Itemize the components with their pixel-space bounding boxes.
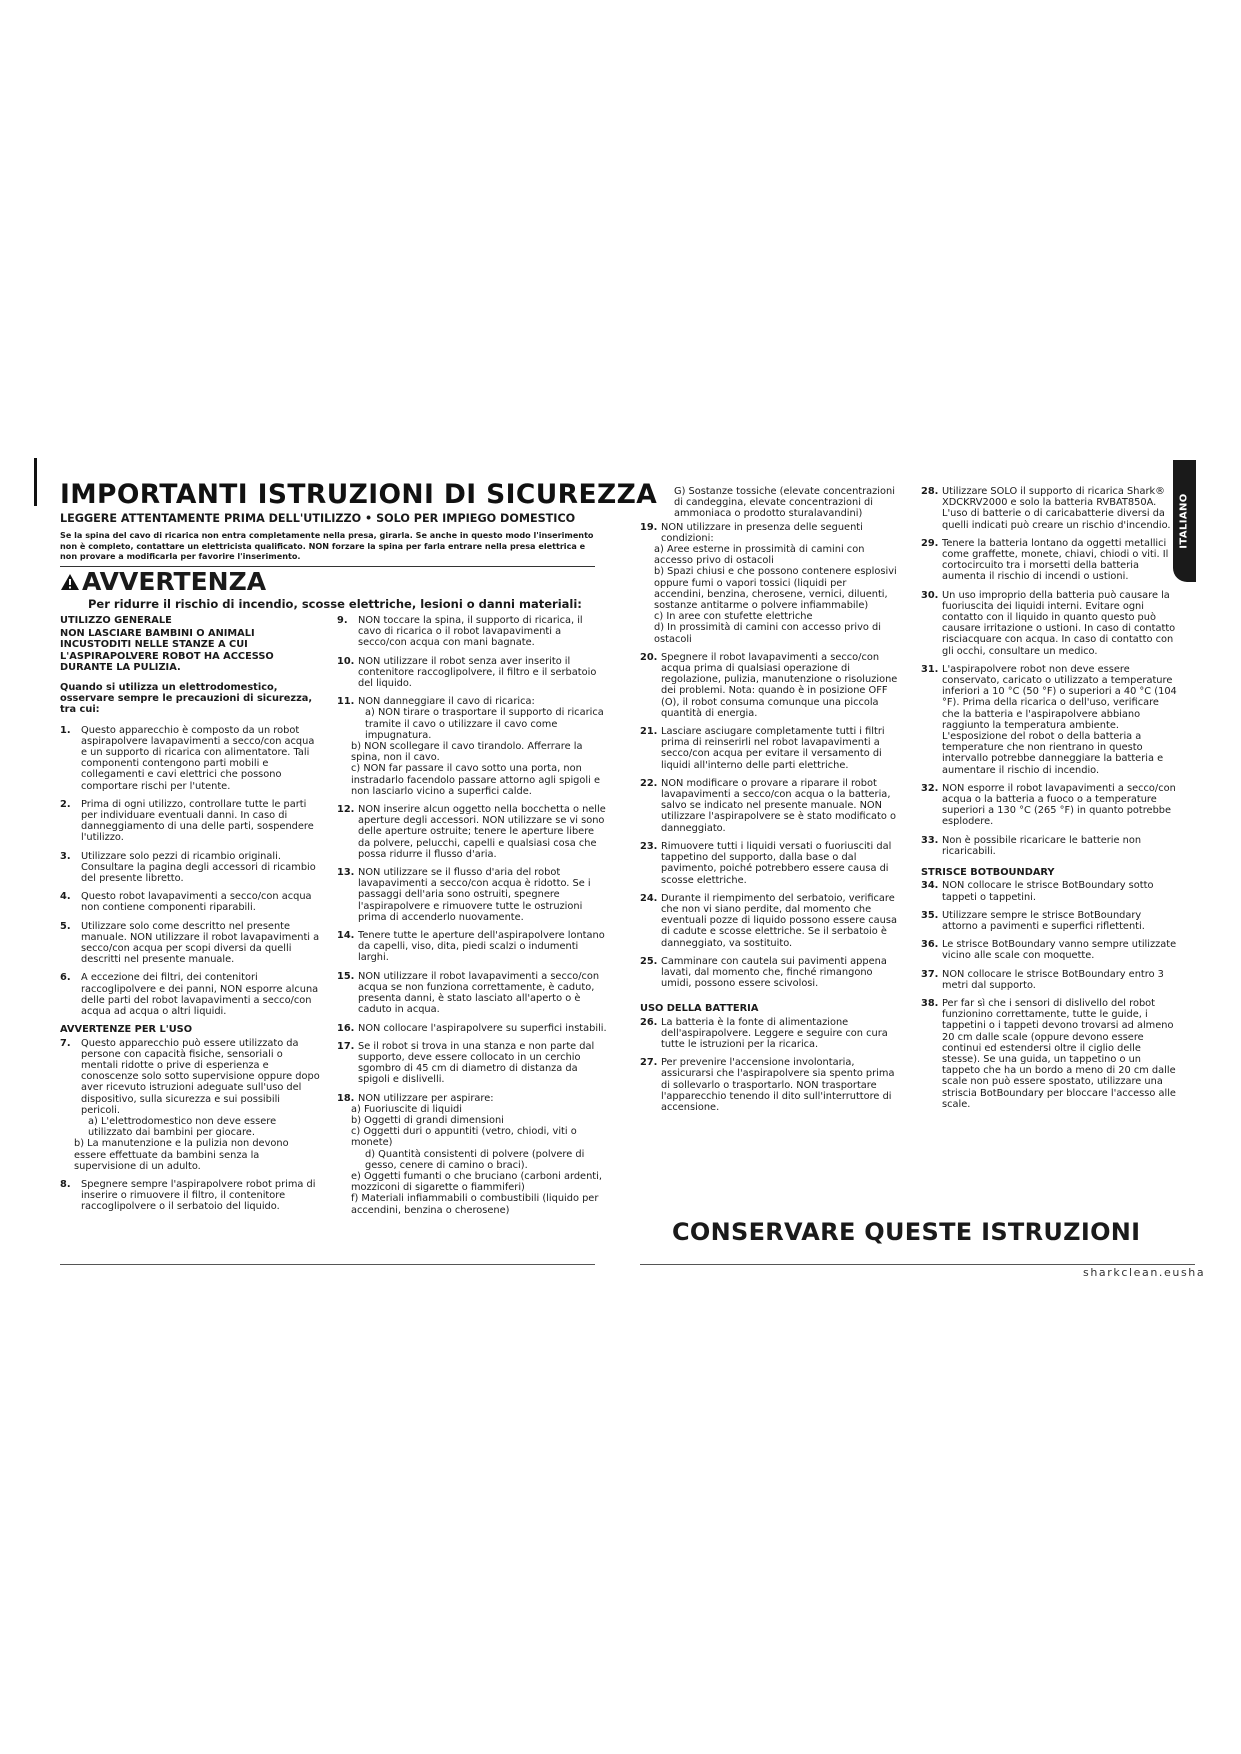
left-edge-bar bbox=[34, 458, 37, 506]
bottom-divider-left bbox=[60, 1264, 595, 1265]
item-number: 9. bbox=[337, 615, 348, 626]
list-item bbox=[640, 726, 898, 771]
sub-item: a) Aree esterne in prossimità di camini con accesso privo di ostacoli bbox=[654, 544, 865, 567]
item-text: Questo apparecchio può essere utilizzato da persone con capacità fisiche, sensoriali o mentali ridotte o prive di esperienza e conoscenze solo sotto supervisione oppure dopo aver ricevuto istruzioni adeguate sull'uso del dispositivo, sulla sicurezza e sui possibili pericoli. bbox=[81, 1037, 320, 1116]
item-text: Rimuovere tutti i liquidi versati o fuoriusciti dal tappetino del supporto, dalla base o dal pavimento, poiché potrebbero essere causa di scosse elettriche. bbox=[661, 840, 892, 886]
column-3 bbox=[640, 486, 898, 1120]
item-text: NON collocare le strisce BotBoundary sotto tappeti o tappetini. bbox=[942, 880, 1154, 903]
item-text: Se il robot si trova in una stanza e non parte dal supporto, deve essere collocato in un cerchio sgombro di 45 cm di diametro di distanza da spigoli e dislivelli. bbox=[358, 1040, 595, 1086]
item-number: 33. bbox=[921, 834, 939, 846]
item-number: 12. bbox=[337, 804, 355, 816]
item-number: 5. bbox=[60, 920, 71, 932]
item-text: Utilizzare solo come descritto nel presente manuale. NON utilizzare il robot lavapavimenti a secco/con acqua per scopi diversi da quelli descritti nel presente manuale. bbox=[81, 920, 320, 966]
item-number: 23. bbox=[640, 840, 658, 852]
item-number: 32. bbox=[921, 782, 939, 794]
list-item bbox=[640, 1057, 898, 1113]
item-number: 17. bbox=[337, 1040, 355, 1052]
list-item bbox=[60, 891, 322, 913]
bottom-divider-right bbox=[640, 1264, 1195, 1265]
list-item bbox=[60, 725, 322, 792]
list-item bbox=[337, 1041, 607, 1086]
column-4 bbox=[921, 486, 1179, 1117]
sub-item: a) Fuoriuscite di liquidi bbox=[351, 1103, 462, 1115]
item-text: Le strisce BotBoundary vanno sempre utilizzate vicino alle scale con moquette. bbox=[942, 939, 1177, 962]
item-text: L'aspirapolvere robot non deve essere conservato, caricato o utilizzato a temperature inferiori a 10 °C (50 °F) o superiori a 40 °C (104 °F). Prima della ricarica o dell'uso, verificare che la batteria e l'aspirapolvere abbiano raggiunto la temperatura ambiente. L'esposizione del robot o della batteria a temperature che non rientrano in questo intervallo potrebbe danneggiare la batteria e aumentare il rischio di incendio. bbox=[942, 663, 1177, 776]
list-item bbox=[60, 1179, 322, 1213]
sub-item: G) Sostanze tossiche (elevate concentrazioni di candeggina, elevate concentrazioni di ammoniaca o prodotto sturalavandini) bbox=[674, 486, 895, 520]
list-item bbox=[337, 867, 607, 923]
section-heading: STRISCE BOTBOUNDARY bbox=[921, 867, 1055, 879]
sub-item: a) NON tirare o trasportare il supporto di ricarica tramite il cavo o utilizzare il cavo come impugnatura. bbox=[365, 707, 604, 741]
section-heading: AVVERTENZE PER L'USO bbox=[60, 1024, 193, 1036]
list-item bbox=[337, 930, 607, 964]
list-item bbox=[337, 1093, 607, 1104]
column-1 bbox=[60, 615, 322, 1220]
footer-title: CONSERVARE QUESTE ISTRUZIONI bbox=[672, 1218, 1141, 1246]
list-item bbox=[921, 664, 1179, 776]
item-number: 26. bbox=[640, 1016, 658, 1028]
sub-item: f) Materiali infiammabili o combustibili (liquido per accendini, benzina o cherosene) bbox=[351, 1193, 599, 1216]
warning-heading-text: AVVERTENZA bbox=[82, 567, 267, 596]
item-text: NON utilizzare il robot lavapavimenti a secco/con acqua se non funziona correttamente, è caduto, presenta danni, è stato lasciato all'aperto o è caduto in acqua. bbox=[358, 970, 600, 1016]
warning-triangle-icon bbox=[60, 568, 80, 597]
page-subtitle: LEGGERE ATTENTAMENTE PRIMA DELL'UTILIZZO • SOLO PER IMPIEGO DOMESTICO bbox=[60, 512, 576, 525]
item-text: NON modificare o provare a riparare il robot lavapavimenti a secco/con acqua o la batteria, salvo se indicato nel presente manuale. NON utilizzare l'aspirapolvere se è stato modificato o danneggiato. bbox=[661, 777, 896, 834]
sub-item: b) Spazi chiusi e che possono contenere esplosivi oppure fumi o vapori tossici (liquidi per accendini, benzina, cherosene, vernici, diluenti, sostanze antitarme o polvere infiammabile) bbox=[654, 566, 897, 612]
list-item bbox=[921, 939, 1179, 961]
item-number: 8. bbox=[60, 1178, 71, 1190]
warning-heading bbox=[60, 567, 266, 597]
list-item bbox=[640, 841, 898, 886]
item-text: Durante il riempimento del serbatoio, verificare che non vi siano perdite, dal momento che eventuali pozze di liquido possono essere causa di cadute e scosse elettriche. Se il serbatoio è danneggiato, va sostituito. bbox=[661, 892, 897, 949]
item-text: La batteria è la fonte di alimentazione dell'aspirapolvere. Leggere e seguire con cura tutte le istruzioni per la ricarica. bbox=[661, 1016, 888, 1050]
list-item bbox=[921, 880, 1179, 902]
list-item bbox=[337, 1023, 607, 1034]
precautions-intro: Quando si utilizza un elettrodomestico, osservare sempre le precauzioni di sicurezza, tra cui: bbox=[60, 682, 313, 716]
item-number: 13. bbox=[337, 867, 355, 879]
list-item bbox=[337, 615, 607, 649]
item-number: 34. bbox=[921, 880, 939, 892]
item-number: 2. bbox=[60, 798, 71, 810]
item-text: NON esporre il robot lavapavimenti a secco/con acqua o la batteria a fuoco o a temperature superiori a 130 °C (265 °F) in quanto potrebbe esplodere. bbox=[942, 782, 1176, 828]
item-text: NON danneggiare il cavo di ricarica: bbox=[358, 696, 535, 708]
item-number: 38. bbox=[921, 997, 939, 1009]
item-number: 28. bbox=[921, 486, 939, 497]
item-text: Spegnere sempre l'aspirapolvere robot prima di inserire o rimuovere il filtro, il contenitore raccoglipolvere o il serbatoio del liquido. bbox=[81, 1178, 316, 1213]
item-text: Questo robot lavapavimenti a secco/con acqua non contiene componenti riparabili. bbox=[81, 891, 312, 914]
list-item bbox=[337, 804, 607, 860]
item-text: Prima di ogni utilizzo, controllare tutte le parti per individuare eventuali danni. In caso di danneggiamento di una delle parti, sospendere l'utilizzo. bbox=[81, 798, 314, 844]
item-text: Per prevenire l'accensione involontaria, assicurarsi che l'aspirapolvere sia spento prima di sollevarlo o trasportarlo. NON trasportare l'apparecchio tenendo il dito sull'interruttore di accensione. bbox=[661, 1057, 895, 1113]
item-text: Per far sì che i sensori di dislivello del robot funzionino correttamente, tutte le guide, i tappetini o i tappeti devono trovarsi ad almeno 20 cm dalle scale (oppure devono essere continui ed estendersi oltre il ciglio delle stesse). Se una guida, un tappetino o un tappeto che ha un bordo a meno di 20 cm dalle scale non può essere spostato, utilizzare una striscia BotBoundary per bloccare l'accesso alle scale. bbox=[942, 997, 1176, 1110]
item-text: NON collocare le strisce BotBoundary entro 3 metri dal supporto. bbox=[942, 968, 1164, 991]
item-number: 37. bbox=[921, 968, 939, 980]
item-number: 35. bbox=[921, 909, 939, 921]
item-number: 16. bbox=[337, 1022, 355, 1034]
plug-note: Se la spina del cavo di ricarica non entra completamente nella presa, girarla. Se anche in questo modo l'inserimento non è completo, contattare un elettricista qualificato. NON forzare la spina per farla entrare nella presa elettrica e non provare a modificarla per favorire l'inserimento. bbox=[60, 530, 594, 562]
sub-item: d) Quantità consistenti di polvere (polvere di gesso, cenere di camino o braci). bbox=[365, 1148, 585, 1171]
item-number: 11. bbox=[337, 696, 355, 708]
item-number: 20. bbox=[640, 651, 658, 663]
item-text: NON utilizzare il robot senza aver inserito il contenitore raccoglipolvere, il filtro e il serbatoio del liquido. bbox=[358, 655, 597, 690]
sub-item: e) Oggetti fumanti o che bruciano (carboni ardenti, mozziconi di sigarette o fiammiferi) bbox=[351, 1170, 602, 1194]
list-item bbox=[640, 956, 898, 990]
sub-item: c) NON far passare il cavo sotto una porta, non instradarlo facendolo passare attorno agli spigoli e non lasciarlo vicino a superfici calde. bbox=[351, 763, 600, 797]
item-number: 30. bbox=[921, 589, 939, 601]
list-item bbox=[60, 799, 322, 844]
list-item bbox=[60, 1038, 322, 1116]
item-text: Tenere tutte le aperture dell'aspirapolvere lontano da capelli, viso, dita, piedi scalzi o indumenti larghi. bbox=[358, 930, 605, 964]
item-text: Non è possibile ricaricare le batterie non ricaricabili. bbox=[942, 834, 1142, 857]
page-title: IMPORTANTI ISTRUZIONI DI SICUREZZA bbox=[60, 479, 658, 510]
item-number: 31. bbox=[921, 663, 939, 675]
list-item bbox=[921, 969, 1179, 991]
item-number: 36. bbox=[921, 939, 939, 951]
item-text: NON collocare l'aspirapolvere su superfici instabili. bbox=[358, 1022, 607, 1034]
item-number: 29. bbox=[921, 537, 939, 549]
section-heading: UTILIZZO GENERALE bbox=[60, 615, 172, 626]
item-number: 21. bbox=[640, 726, 658, 738]
item-text: Camminare con cautela sui pavimenti appena lavati, dal momento che, finché rimangono umidi, possono essere scivolosi. bbox=[661, 955, 887, 990]
list-item bbox=[921, 486, 1179, 531]
sub-item: b) Oggetti di grandi dimensioni bbox=[351, 1114, 504, 1126]
list-item bbox=[60, 921, 322, 966]
list-item bbox=[921, 538, 1179, 583]
item-text: A eccezione dei filtri, dei contenitori raccoglipolvere e dei panni, NON esporre alcuna delle parti del robot lavapavimenti a secco/con acqua ad acqua o altri liquidi. bbox=[81, 972, 319, 1018]
list-item bbox=[60, 972, 322, 1017]
list-item bbox=[921, 998, 1179, 1110]
children-warning: NON LASCIARE BAMBINI O ANIMALI INCUSTODITI NELLE STANZE A CUI L'ASPIRAPOLVERE ROBOT HA ACCESSO DURANTE LA PULIZIA. bbox=[60, 628, 274, 673]
list-item bbox=[921, 910, 1179, 932]
item-text: Questo apparecchio è composto da un robot aspirapolvere lavapavimenti a secco/con acqua e un supporto di ricarica con alimentatore. Tali componenti contengono parti mobili e collegamenti e cavi elettrici che possono comportare rischi per l'utente. bbox=[81, 724, 315, 792]
item-number: 18. bbox=[337, 1092, 355, 1104]
website-url: sharkclean.eusha bbox=[1083, 1266, 1206, 1279]
list-item bbox=[60, 851, 322, 885]
item-number: 22. bbox=[640, 777, 658, 789]
item-text: Utilizzare sempre le strisce BotBoundary attorno a pavimenti e superfici riflettenti. bbox=[942, 909, 1145, 932]
list-item bbox=[337, 656, 607, 690]
item-number: 24. bbox=[640, 892, 658, 904]
sub-item: b) NON scollegare il cavo tirandolo. Afferrare la spina, non il cavo. bbox=[351, 741, 583, 764]
item-number: 15. bbox=[337, 970, 355, 982]
item-number: 7. bbox=[60, 1037, 71, 1049]
item-text: NON utilizzare se il flusso d'aria del robot lavapavimenti a secco/con acqua è ridotto. Se i passaggi dell'aria sono ostruiti, spegnere l'aspirapolvere e rimuovere tutte le ostruzioni prima di accenderlo nuovamente. bbox=[358, 867, 591, 923]
item-text: NON utilizzare in presenza delle seguenti condizioni: bbox=[661, 521, 863, 544]
list-item bbox=[921, 590, 1179, 657]
item-number: 25. bbox=[640, 955, 658, 967]
sub-item: c) In aree con stufette elettriche bbox=[654, 611, 813, 623]
list-item bbox=[921, 835, 1179, 857]
item-text: NON toccare la spina, il supporto di ricarica, il cavo di ricarica o il robot lavapavimenti a secco/con acqua con mani bagnate. bbox=[358, 615, 583, 649]
item-text: NON utilizzare per aspirare: bbox=[358, 1092, 494, 1104]
list-item bbox=[640, 1017, 898, 1051]
sub-item: b) La manutenzione e la pulizia non devono essere effettuate da bambini senza la supervisione di un adulto. bbox=[74, 1138, 289, 1172]
item-number: 6. bbox=[60, 972, 71, 984]
item-text: Tenere la batteria lontano da oggetti metallici come graffette, monete, chiavi, chiodi o viti. Il cortocircuito tra i morsetti della batteria aumenta il rischio di incendi o ustioni. bbox=[942, 537, 1169, 583]
warning-subheading: Per ridurre il rischio di incendio, scosse elettriche, lesioni o danni materiali: bbox=[88, 597, 582, 611]
list-item bbox=[337, 696, 607, 707]
list-item bbox=[640, 522, 898, 544]
list-item bbox=[640, 778, 898, 834]
sub-item: d) In prossimità di camini con accesso privo di ostacoli bbox=[654, 622, 881, 645]
item-text: Lasciare asciugare completamente tutti i filtri prima di reinserirli nel robot lavapavimenti a secco/con acqua per evitare il versamento di liquidi all'interno delle parti elettriche. bbox=[661, 726, 885, 771]
list-item bbox=[640, 652, 898, 719]
item-number: 4. bbox=[60, 891, 71, 903]
item-text: Utilizzare solo pezzi di ricambio originali. Consultare la pagina degli accessori di ricambio del presente libretto. bbox=[81, 850, 316, 885]
item-number: 14. bbox=[337, 930, 355, 942]
item-text: NON inserire alcun oggetto nella bocchetta o nelle aperture degli accessori. NON utilizzare se vi sono delle aperture ostruite; tenere le aperture libere da polvere, pelucchi, capelli e qualsiasi cosa che possa ridurre il flusso d'aria. bbox=[358, 804, 606, 860]
sub-item: c) Oggetti duri o appuntiti (vetro, chiodi, viti o monete) bbox=[351, 1126, 577, 1149]
item-text: Spegnere il robot lavapavimenti a secco/con acqua prima di qualsiasi operazione di regolazione, pulizia, manutenzione o risoluzione dei problemi. Nota: quando è in posizione OFF (O), il robot consuma comunque una piccola quantità di energia. bbox=[661, 651, 898, 719]
language-tab-label: ITALIANO bbox=[1178, 493, 1190, 549]
item-number: 10. bbox=[337, 655, 355, 667]
item-number: 1. bbox=[60, 724, 71, 736]
item-number: 19. bbox=[640, 521, 658, 533]
item-text: Utilizzare SOLO il supporto di ricarica Shark® XDCKRV2000 e solo la batteria RVBAT850A. L'uso di batterie o di caricabatterie diversi da quelli indicati può creare un rischio d'incendio. bbox=[942, 486, 1171, 531]
list-item bbox=[337, 971, 607, 1016]
list-item bbox=[640, 893, 898, 949]
item-number: 27. bbox=[640, 1057, 658, 1069]
sub-item: a) L'elettrodomestico non deve essere utilizzato dai bambini per giocare. bbox=[88, 1115, 277, 1139]
item-text: Un uso improprio della batteria può causare la fuoriuscita dei liquidi interni. Evitare ogni contatto con il liquido in quanto questo può causare irritazione o ustioni. In caso di contatto risciacquare con acqua. In caso di contatto con gli occhi, consultare un medico. bbox=[942, 589, 1176, 657]
column-2 bbox=[337, 615, 607, 1216]
item-number: 3. bbox=[60, 850, 71, 862]
section-heading: USO DELLA BATTERIA bbox=[640, 1003, 759, 1015]
list-item bbox=[921, 783, 1179, 828]
